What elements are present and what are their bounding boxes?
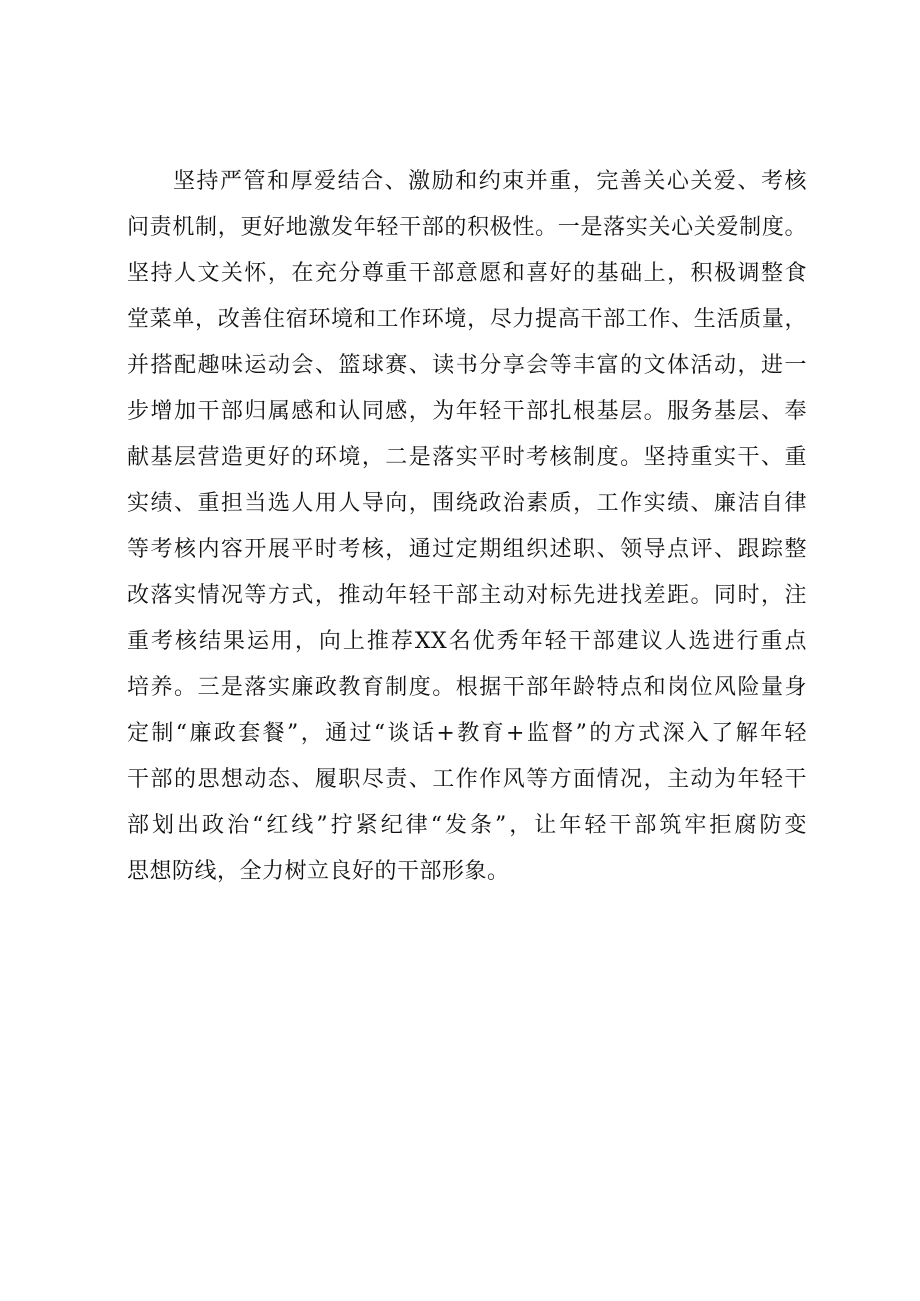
paragraph-line-10: 改落实情况等方式，推动年轻干部主动对标先进找差距。同时，注	[127, 583, 807, 608]
paragraph-line-11: 重考核结果运用，向上推荐XX名优秀年轻干部建议人选进行重点	[127, 629, 807, 654]
paragraph-line-9: 等考核内容开展平时考核，通过定期组织述职、领导点评、跟踪整	[127, 537, 807, 562]
paragraph-line-15: 部划出政治“红线”拧紧纪律“发条”，让年轻干部筑牢拒腐防变	[127, 813, 807, 838]
paragraph-line-2: 问责机制，更好地激发年轻干部的积极性。一是落实关心关爱制度。	[127, 215, 807, 240]
document-body	[127, 159, 807, 895]
paragraph-line-4: 堂菜单，改善住宿环境和工作环境，尽力提高干部工作、生活质量，	[127, 307, 807, 332]
paragraph-line-3: 坚持人文关怀，在充分尊重干部意愿和喜好的基础上，积极调整食	[127, 261, 807, 286]
paragraph-line-8: 实绩、重担当选人用人导向，围绕政治素质，工作实绩、廉洁自律	[127, 491, 807, 516]
paragraph-line-12: 培养。三是落实廉政教育制度。根据干部年龄特点和岗位风险量身	[127, 675, 807, 700]
paragraph-line-16: 思想防线，全力树立良好的干部形象。	[127, 859, 510, 884]
paragraph-line-7: 献基层营造更好的环境，二是落实平时考核制度。坚持重实干、重	[127, 445, 807, 470]
paragraph-line-6: 步增加干部归属感和认同感，为年轻干部扎根基层。服务基层、奉	[127, 399, 807, 424]
paragraph-line-1: 坚持严管和厚爱结合、激励和约束并重，完善关心关爱、考核	[173, 169, 807, 194]
paragraph-line-13: 定制“廉政套餐”，通过“谈话+教育+监督”的方式深入了解年轻	[127, 721, 807, 746]
paragraph-line-5: 并搭配趣味运动会、篮球赛、读书分享会等丰富的文体活动，进一	[127, 353, 807, 378]
paragraph-line-14: 干部的思想动态、履职尽责、工作作风等方面情况，主动为年轻干	[127, 767, 807, 792]
